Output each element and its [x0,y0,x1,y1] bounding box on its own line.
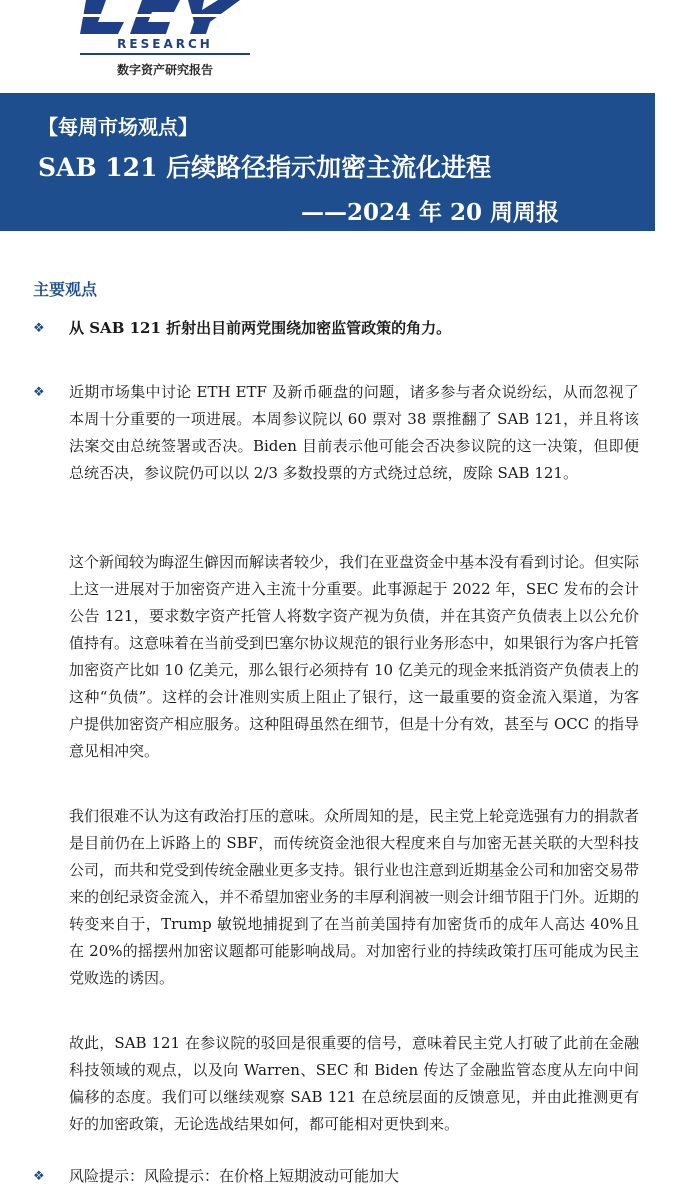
report-type-label: 数字资产研究报告 [116,63,213,77]
paragraph-2: 这个新闻较为晦涩生僻因而解读者较少，我们在亚盘资金中基本没有看到讨论。但实际上这一进展对于加密资产进入主流十分重要。此事源起于 2022 年，SEC 发布的会计公告 121，要求数字资产托管人将数字资产视为负债，并在其资产负债表上以公允价值持有。这意味着在当前受到巴塞尔协议规范的银行业务形态中，如果银行为客户托管加密资产比如 10 亿美元，那么银行必须持有 10 亿美元的现金来抵消资产负债表上的这种“负债”。这样的会计准则实质上阻止了银行，这一最重要的资金流入渠道，为客户提供加密资产相应服务。这种阻碍虽然在细节，但是十分有效，甚至与 OCC 的指导意见相冲突。 [69,553,640,760]
key-point-text: 从 SAB 121 折射出目前两党围绕加密监管政策的角力。 [69,319,452,337]
diamond-bullet-icon: ❖ [33,385,45,400]
diamond-bullet-icon: ❖ [33,321,45,336]
paragraph-4: 故此，SAB 121 在参议院的驳回是很重要的信号，意味着民主党人打破了此前在金融科技领域的观点，以及向 Warren、SEC 和 Biden 传达了金融监管态度从左向中间偏移的态度。我们可以继续观察 SAB 121 在总统层面的反馈意见，并由此推测更有好的加密政策，无论选战结果如何，都可能相对更快到来。 [69,1034,639,1133]
title-banner [0,93,655,231]
paragraph-3: 我们很难不认为这有政治打压的意味。众所周知的是，民主党上轮竞选强有力的捐款者是目前仍在上诉路上的 SBF，而传统资金池很大程度来自与加密无甚关联的大型科技公司，而共和党受到传统金融业更多支持。银行业也注意到近期基金公司和加密交易带来的创纪录资金流入，并不希望加密业务的丰厚利润被一则会计细节阻于门外。近期的转变来自于，Trump 敏锐地捕捉到了在当前美国持有加密货币的成年人高达 40%且在 20%的摇摆州加密议题都可能影响战局。对加密行业的持续政策打压可能成为民主党败选的诱因。 [69,807,640,987]
logo-mark-icon [80,0,250,36]
diamond-bullet-icon: ❖ [33,1169,45,1184]
report-subtitle: ——2024 年 20 周周报 [300,199,559,226]
section-heading: 主要观点 [33,280,98,299]
logo-research-text: RESEARCH [117,37,213,51]
report-title: SAB 121 后续路径指示加密主流化进程 [38,153,492,182]
risk-warning: 风险提示：风险提示：在价格上短期波动可能加大 [69,1167,400,1185]
company-logo [80,0,250,82]
paragraph-1: 近期市场集中讨论 ETH ETF 及新币砸盘的问题，诸多参与者众说纷纭，从而忽视了本周十分重要的一项进展。本周参议院以 60 票对 38 票推翻了 SAB 121，并且将该法案交由总统签署或否决。Biden 目前表示他可能会否决参议院的这一决策，但即便总统否决，参议院仍可以以 2/3 多数投票的方式绕过总统，废除 SAB 121。 [69,383,639,482]
logo-divider [80,53,250,55]
banner-tag: 【每周市场观点】 [38,115,198,139]
